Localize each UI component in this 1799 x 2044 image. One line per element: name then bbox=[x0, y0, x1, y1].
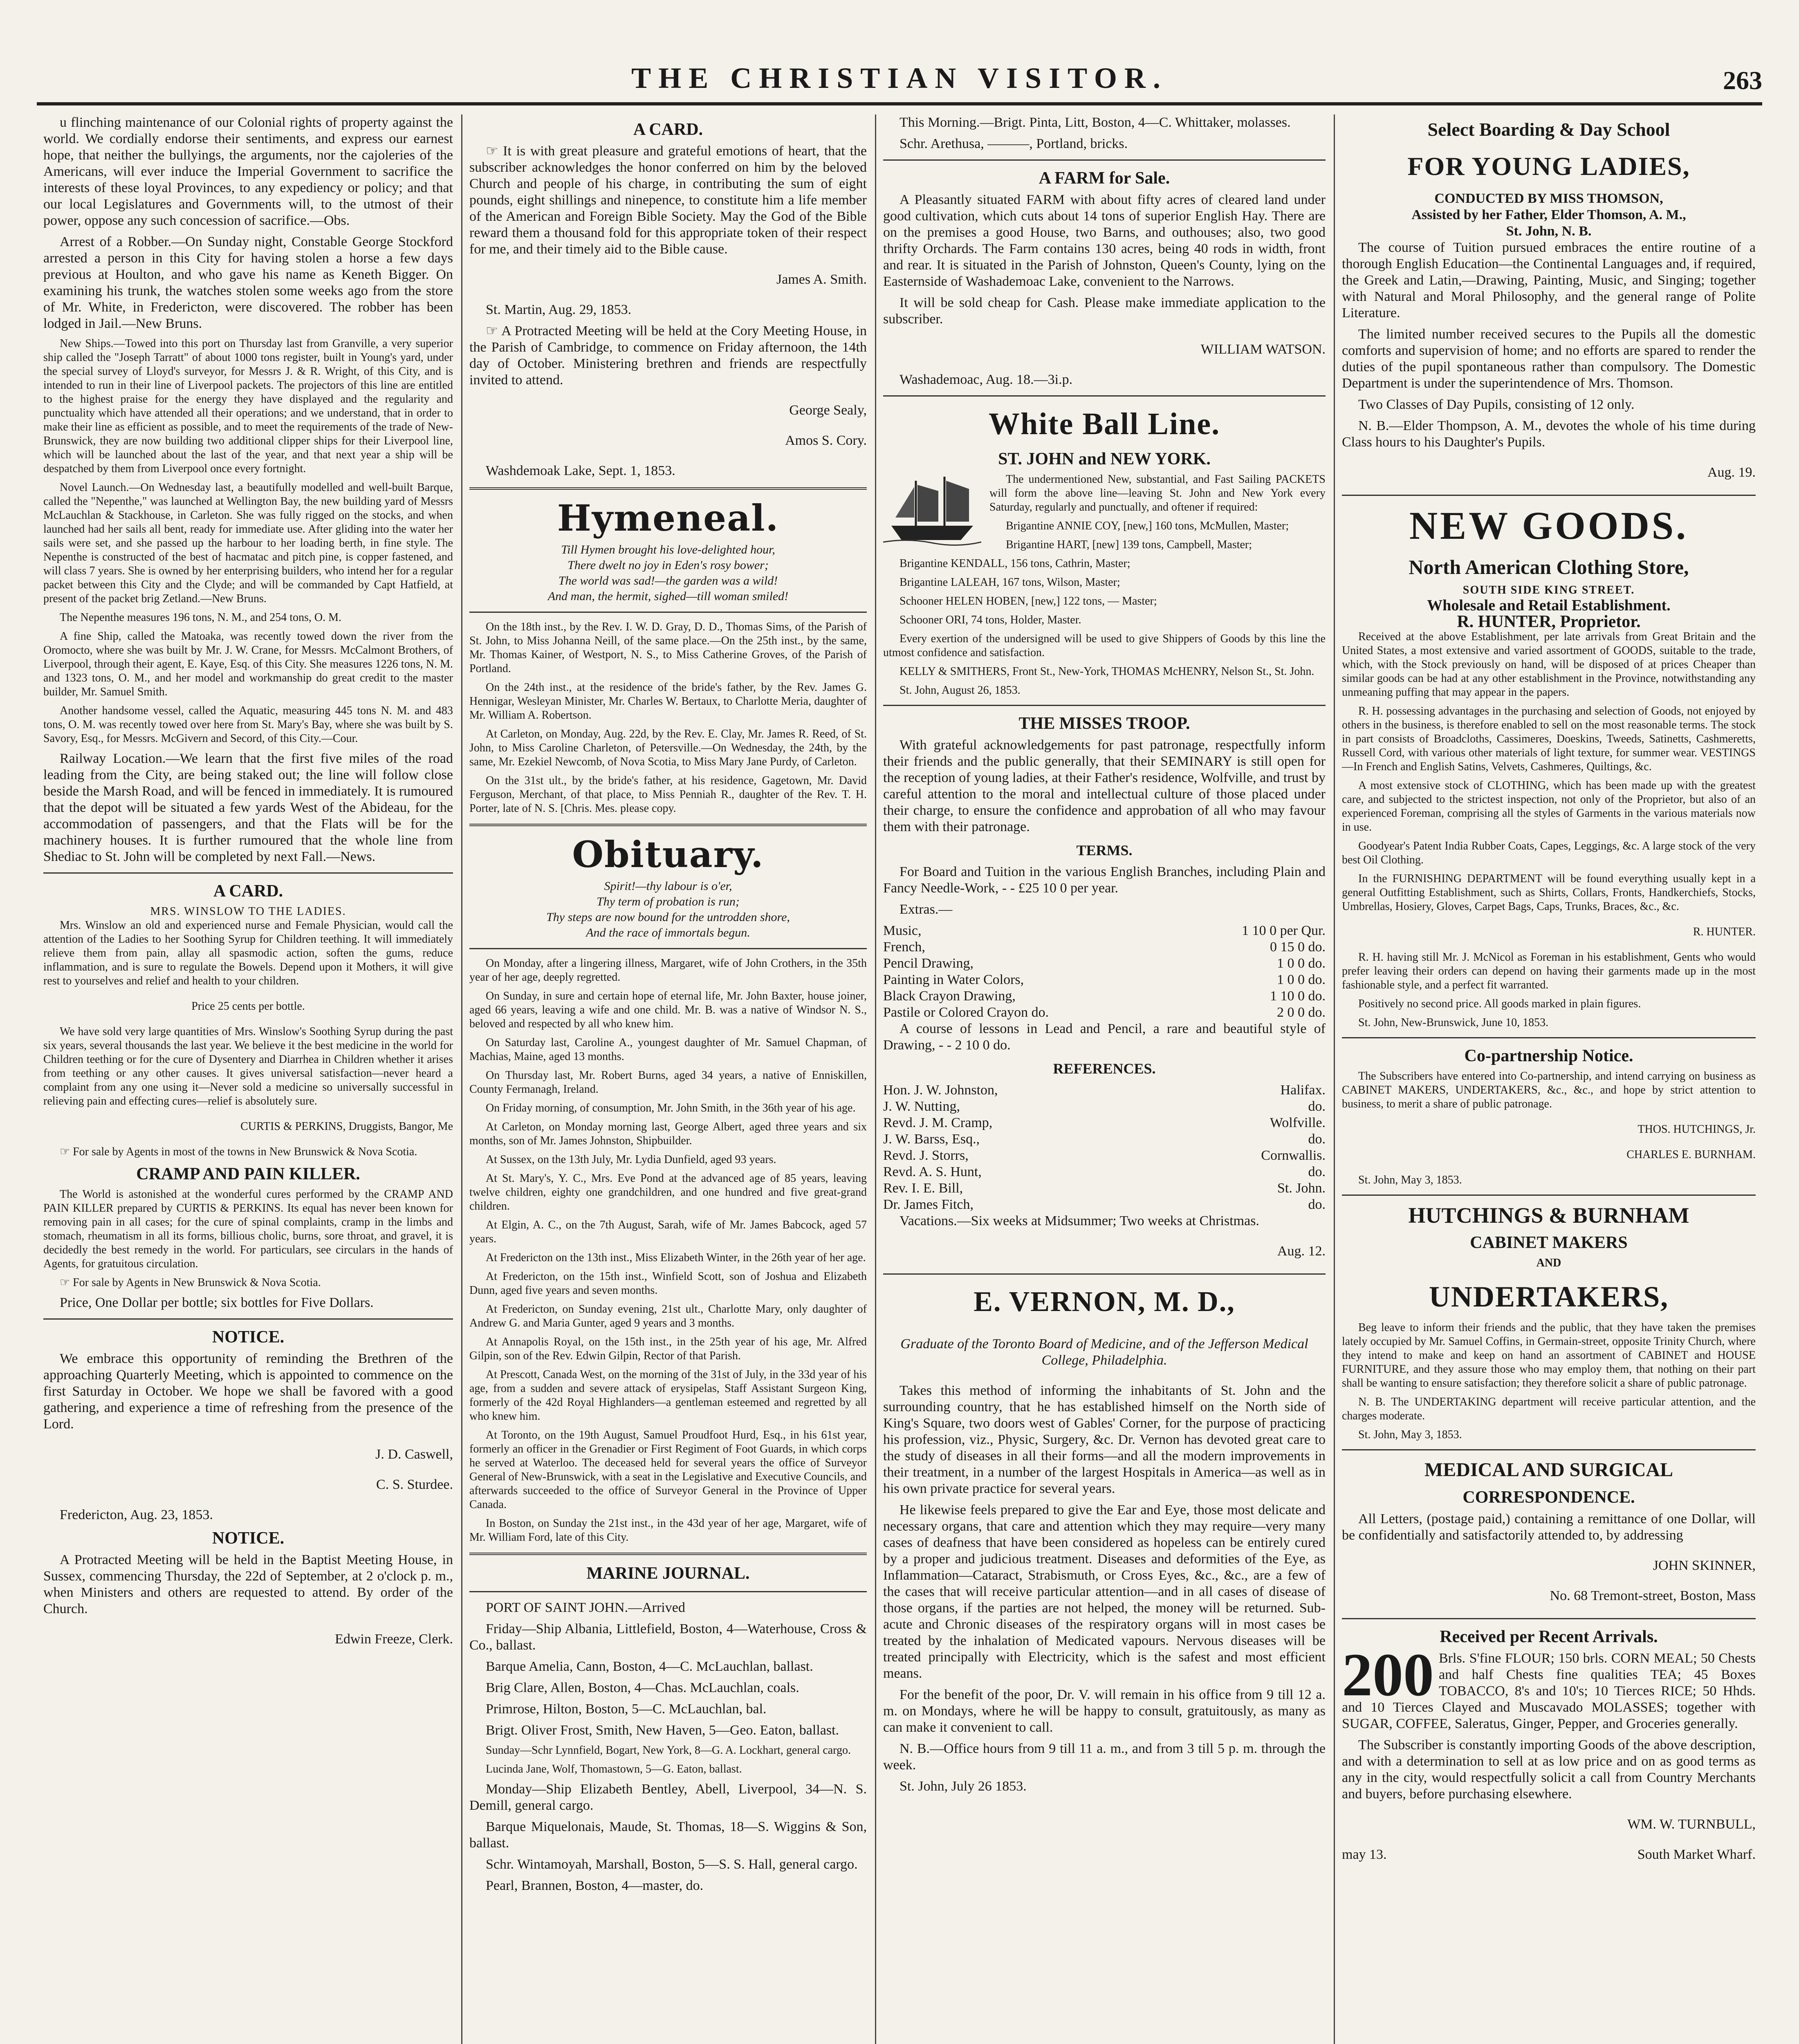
heading-and: AND bbox=[1536, 1257, 1561, 1269]
column-rule bbox=[461, 114, 462, 2044]
ad-arrivals-date: may 13. bbox=[1342, 1847, 1387, 1862]
ad-farm-date: Washademoac, Aug. 18.—3i.p. bbox=[900, 372, 1073, 387]
death-notice: On Friday morning, of consumption, Mr. John Smith, in the 36th year of his age. bbox=[486, 1102, 856, 1114]
arrival: Barque Amelia, Cann, Boston, 4—C. McLauchlan, ballast. bbox=[486, 1659, 813, 1674]
marriage-notice: On the 31st ult., by the bride's father, at his residence, Gagetown, Mr. David Ferguson, Merchant, of that place, to Miss Penniah R., daughter of the Rev. T. H. Porter, late of N. S. [Chris. Mes. please copy. bbox=[469, 774, 867, 815]
reference-row bbox=[883, 1180, 1326, 1197]
article-aquatic: Another handsome vessel, called the Aquatic, measuring 445 tons N. M. and 483 tons, O. M. was recently towed over here from St. Mary's Bay, where she was built by S. Savory, Esq., for Messrs. McGivern and Secord, of this City.—Cour. bbox=[43, 704, 453, 745]
extra-item: Black Crayon Drawing, bbox=[883, 988, 1016, 1004]
notice-1-signature-1: J. D. Caswell, bbox=[375, 1447, 453, 1462]
heading-st-john-new-york: ST. JOHN and NEW YORK. bbox=[998, 450, 1211, 468]
marriage-notice: On the 18th inst., by the Rev. I. W. D. Gray, D. D., Thomas Sims, of the Parish of St. John, to Miss Johanna Neill, of the same place.—On the 25th inst., by the same, Mr. Thomas Kainer, of Westport, N. S., to Miss Catherine Groves, of the Parish of Portland. bbox=[469, 621, 867, 675]
heading-misses-troop: THE MISSES TROOP. bbox=[1018, 714, 1190, 733]
divider bbox=[469, 612, 867, 613]
ad-clothing-7: Positively no second price. All goods marked in plain figures. bbox=[1358, 997, 1641, 1010]
arrival: Friday—Ship Albania, Littlefield, Boston, 4—Waterhouse, Cross & Co., ballast. bbox=[469, 1621, 867, 1653]
ad-white-ball: The undermentioned New, substantial, and Fast Sailing PACKETS will form the above line—leaving St. John and New York every Saturday, regularly and punctually, and oftener if required: bbox=[989, 473, 1326, 513]
divider bbox=[883, 395, 1326, 397]
packet-ship: Schooner HELEN HOBEN, [new,] 122 tons, — Master; bbox=[900, 595, 1157, 607]
reference-row bbox=[883, 1082, 1326, 1098]
ad-clothing-6: R. H. having still Mr. J. McNicol as Foreman in his establishment, Gents who would prefer leaving their orders can depend on having their garments made up in the most fashionable style, and a perfect fit warranted. bbox=[1342, 951, 1756, 991]
page-number: 263 bbox=[1723, 66, 1762, 95]
ad-arrivals-signature: WM. W. TURNBULL, bbox=[1627, 1817, 1756, 1832]
ad-farm-signature: WILLIAM WATSON. bbox=[1200, 342, 1326, 357]
article-novel-launch: Novel Launch.—On Wednesday last, a beautifully modelled and well-built Barque, called the "Nepenthe," was launched at Wellington Bay, the new building yard of Messrs McLauchlan & Stackhouse, in Carleton. She was fully rigged on the stocks, and when launched had her sails all bent, ready for immediate use. After gliding into the water her sails were set, and she passed up the harbour to her loading berth, in fine style. The Nepenthe is constructed of the best of hacmatac and pitch pine, is copper fastened, and will class 7 years. She is owned by her enterprising builders, who intend her for a regular packet between this City and the Clyde; and will be commanded by Capt Hatfield, at present of the packet brig Zetland.—New Bruns. bbox=[43, 481, 453, 605]
reference-name: Revd. J. Storrs, bbox=[883, 1148, 969, 1163]
divider bbox=[469, 1591, 867, 1592]
article-intro: u flinching maintenance of our Colonial rights of property against the world. We cordially endorse their sentiments, and express our earnest hope, that neither the bullyings, the arguments, nor the cajoleries of the Americans, will ever induce the Imperial Government to sacrifice the interests of these loyal Provinces, to any expediency or policy; and that our local Legislatures and Governments will, to the utmost of their power, oppose any such concession of sacrifice.—Obs. bbox=[43, 115, 453, 228]
packet-ship: Brigantine ANNIE COY, [new,] 160 tons, McMullen, Master; bbox=[1006, 520, 1289, 532]
ad-arrivals: Brls. S'fine FLOUR; 150 brls. CORN MEAL; 50 Chests and half Chests fine qualities TEA; 45 Boxes TOBACCO, 8's and 10's; 10 Tierces RICE; 50 Hhds. and 10 Tierces Clayed and Muscavado MOLASSES; together with SUGAR, COFFEE, Saleratus, Ginger, Pepper, and Groceries generally. bbox=[1342, 1651, 1756, 1731]
notice-2: A Protracted Meeting will be held in the Baptist Meeting House, in Sussex, commencing Thursday, the 22d of September, at 2 o'clock p. m., when Ministers and others are requested to attend. By order of the Church. bbox=[43, 1552, 453, 1616]
column-rule bbox=[875, 114, 876, 2044]
death-notice: At Sussex, on the 13th July, Mr. Lydia Dunfield, aged 93 years. bbox=[486, 1153, 776, 1166]
arrival: Barque Miquelonais, Maude, St. Thomas, 18—S. Wiggins & Son, ballast. bbox=[469, 1819, 867, 1851]
clothing-address: SOUTH SIDE KING STREET. bbox=[1463, 584, 1635, 596]
terms-intro: For Board and Tuition in the various English Branches, including Plain and Fancy Needle-Work, - - £25 10 0 per year. bbox=[883, 864, 1326, 896]
ad-arrivals-footer bbox=[1342, 1847, 1756, 1863]
ad-farm-2: It will be sold cheap for Cash. Please make immediate application to the subscriber. bbox=[883, 295, 1326, 327]
ad-curtis-signature: CURTIS & PERKINS, Druggists, Bangor, Me bbox=[240, 1120, 453, 1133]
copartnership-signature-2: CHARLES E. BURNHAM. bbox=[1626, 1148, 1756, 1161]
heading-winslow: MRS. WINSLOW TO THE LADIES. bbox=[150, 905, 346, 918]
ad-clothing-date: St. John, New-Brunswick, June 10, 1853. bbox=[1358, 1016, 1549, 1029]
arrival: Brig Clare, Allen, Boston, 4—Chas. McLauchlan, coals. bbox=[486, 1680, 799, 1695]
obituary-verse bbox=[469, 879, 867, 941]
extra-item: Pencil Drawing, bbox=[883, 956, 974, 971]
extras-label: Extras.— bbox=[900, 902, 953, 917]
divider bbox=[1342, 1037, 1756, 1038]
ad-clothing: Received at the above Establishment, per late arrivals from Great Britain and the United States, a most extensive and varied assortment of GOODS, suitable to the trade, which, with the Stock previously on hand, will be disposed of at prices Cheaper than similar goods can be had at any other establishment in the Province, notwithstanding any unmeaning puffing that may appear in the papers. bbox=[1342, 630, 1756, 699]
verse-line: And the race of immortals begun. bbox=[586, 926, 750, 939]
death-notice: At Fredericton, on the 15th inst., Winfield Scott, son of Joshua and Elizabeth Dunn, aged five years and seven months. bbox=[469, 1270, 867, 1297]
card-date: St. Martin, Aug. 29, 1853. bbox=[486, 302, 632, 317]
reference-name: Dr. James Fitch, bbox=[883, 1197, 974, 1212]
notice-2-signature: Edwin Freeze, Clerk. bbox=[335, 1632, 453, 1647]
arrival: Sunday—Schr Lynnfield, Bogart, New York, 8—G. A. Lockhart, general cargo. bbox=[486, 1744, 851, 1757]
reference-row bbox=[883, 1197, 1326, 1213]
heading-card: A CARD. bbox=[213, 882, 283, 901]
notice-1: We embrace this opportunity of reminding the Brethren of the approaching Quarterly Meeting, which is appointed to commence on the first Saturday in October. We hope we shall be favored with a good gathering, and experience a time of refreshing from the presence of the Lord. bbox=[43, 1351, 453, 1432]
packet-ship: Schooner ORI, 74 tons, Holder, Master. bbox=[900, 614, 1081, 626]
heading-notice-1: NOTICE. bbox=[212, 1328, 285, 1347]
death-notice: On Sunday, in sure and certain hope of eternal life, Mr. John Baxter, house joiner, aged 66 years, leaving a wife and one child. Mr. B. was a native of Windsor N. S., beloved and respected by all who knew him. bbox=[469, 990, 867, 1030]
heading-undertakers: UNDERTAKERS, bbox=[1429, 1280, 1669, 1313]
ad-clothing-5: In the FURNISHING DEPARTMENT will be found everything usually kept in a general Outfitting Establishment, such as Shirts, Collars, Fronts, Handkerchiefs, Stocks, Umbrellas, Hosiery, Gloves, Carpet Bags, Caps, Trunks, Braces, &c., &c. bbox=[1342, 872, 1756, 913]
article-nepenthe: The Nepenthe measures 196 tons, N. M., and 254 tons, O. M. bbox=[60, 611, 342, 624]
death-notice: On Monday, after a lingering illness, Margaret, wife of John Crothers, in the 35th year of her age, deeply regretted. bbox=[469, 957, 867, 984]
ad-medical-signature: JOHN SKINNER, bbox=[1653, 1558, 1756, 1573]
extra-price: 1 10 0 do. bbox=[1270, 988, 1326, 1004]
column-3 bbox=[877, 114, 1331, 2044]
verse-line: The world was sad!—the garden was a wild! bbox=[558, 574, 778, 587]
masthead bbox=[0, 0, 1799, 94]
extra-item: Music, bbox=[883, 923, 922, 938]
arrival: Brigt. Oliver Frost, Smith, New Haven, 5—Geo. Eaton, ballast. bbox=[486, 1723, 839, 1738]
verse-line: Spirit!—thy labour is o'er, bbox=[604, 879, 732, 893]
copartnership-date: St. John, May 3, 1853. bbox=[1358, 1174, 1462, 1186]
ad-vernon-2: He likewise feels prepared to give the Ear and Eye, those most delicate and necessary organs, that care and attention which they may require—very many cases of deafness that have been considered as hopeless can be entirely cured by a proper and judicious treatment. Diseases and deformities of the Eye, as Inflammation—Cataract, Strabismuth, or Cross Eyes, &c., &c., are a few of the cases that will receive particular attention—and in all cases of disease of those organs, if the parties are not helped, the money will be returned. Sub-acute and Chronic diseases of the respiratory organs will in most cases be treated by the inhalation of Medicated vapours. Nervous diseases will be treated principally with Electricity, which is the safest and most efficient means. bbox=[883, 1502, 1326, 1681]
heading-marine-journal: MARINE JOURNAL. bbox=[586, 1564, 750, 1583]
hymeneal-verse bbox=[469, 542, 867, 604]
ad-arrivals-address: South Market Wharf. bbox=[1637, 1847, 1756, 1862]
divider bbox=[469, 1553, 867, 1555]
ad-farm: A Pleasantly situated FARM with about fifty acres of cleared land under good cultivation, which cuts about 14 tons of superior English Hay. There are on the premises a good House, two Barns, and outhouses; also, two good thrifty Orchards. The Farm contains 130 acres, being 40 rods in width, front and rear. It is situated in the Parish of Johnston, Queen's County, lying on the Easternside of Washademoac Lake, convenient to the Narrows. bbox=[883, 192, 1326, 289]
death-notice: At Carleton, on Monday morning last, George Albert, aged three years and six months, son of Mr. James Johnston, Shipbuilder. bbox=[469, 1121, 867, 1147]
divider bbox=[43, 872, 453, 874]
protracted-signature-1: George Sealy, bbox=[789, 403, 867, 418]
column-1 bbox=[38, 114, 459, 2044]
ad-misses-troop: With grateful acknowledgements for past patronage, respectfully inform their friends and the public generally, that their SEMINARY is still open for the reception of young ladies, at their Father's residence, Wolfville, and trust by careful attention to the moral and intellectual culture of those placed under their charge, to ensure the confidence and approbation of all who may favour them with their patronage. bbox=[883, 737, 1326, 834]
verse-line: Thy term of probation is run; bbox=[597, 895, 740, 908]
column-2 bbox=[464, 114, 873, 2044]
ad-agents-1: ☞ For sale by Agents in most of the towns in New Brunswick & Nova Scotia. bbox=[60, 1145, 417, 1158]
reference-place: do. bbox=[1308, 1099, 1326, 1114]
packet-ship: Brigantine LALEAH, 167 tons, Wilson, Master; bbox=[900, 576, 1120, 589]
reference-place: Halifax. bbox=[1280, 1083, 1326, 1098]
ad-vernon-3: For the benefit of the poor, Dr. V. will remain in his office from 9 till 12 a. m. on Mondays, where he will be happy to consult, gratuitously, as many as can make it convenient to call. bbox=[883, 1687, 1326, 1735]
reference-row bbox=[883, 1131, 1326, 1148]
arrival: This Morning.—Brigt. Pinta, Litt, Boston, 4—C. Whittaker, molasses. bbox=[900, 115, 1291, 130]
extra-price: 2 0 0 do. bbox=[1277, 1005, 1326, 1020]
heading-notice-2: NOTICE. bbox=[212, 1529, 285, 1548]
clothing-wholesale: Wholesale and Retail Establishment. bbox=[1427, 597, 1671, 614]
verse-line: Thy steps are now bound for the untrodden shore, bbox=[546, 910, 790, 924]
heading-new-goods: NEW GOODS. bbox=[1409, 504, 1689, 547]
ad-school-2: The limited number received secures to the Pupils all the domestic comforts and supervision of home; and no efforts are spared to render the duties of the pupil spontaneous rather than compulsory. The Domestic Department is under the superintendence of Mrs. Thomson. bbox=[1342, 327, 1756, 391]
big-number: 200 bbox=[1342, 1641, 1434, 1709]
vacations-date: Aug. 12. bbox=[1277, 1244, 1326, 1259]
death-notice: On Thursday last, Mr. Robert Burns, aged 34 years, a native of Enniskillen, County Fermanagh, Ireland. bbox=[469, 1069, 867, 1096]
heading-terms: TERMS. bbox=[1076, 842, 1133, 858]
reference-name: J. W. Nutting, bbox=[883, 1099, 960, 1114]
divider bbox=[43, 1318, 453, 1320]
heading-select-school: Select Boarding & Day School bbox=[1427, 119, 1670, 140]
ad-vernon-date: St. John, July 26 1853. bbox=[900, 1779, 1027, 1794]
ad-winslow-price: Price 25 cents per bottle. bbox=[191, 1000, 305, 1013]
arrival: Schr. Wintamoyah, Marshall, Boston, 5—S. S. Hall, general cargo. bbox=[486, 1857, 858, 1872]
death-notice: At Fredericton, on Sunday evening, 21st ult., Charlotte Mary, only daughter of Andrew G. and Maria Gunter, aged 9 years and 3 months. bbox=[469, 1303, 867, 1329]
ad-clothing-signature: R. HUNTER. bbox=[1693, 926, 1756, 938]
heading-references: REFERENCES. bbox=[1053, 1060, 1156, 1077]
column-rule bbox=[1334, 114, 1335, 2044]
notice-1-signature-2: C. S. Sturdee. bbox=[376, 1477, 453, 1492]
ad-medical: All Letters, (postage paid,) containing a remittance of one Dollar, will be confidentially and satisfactorily attended to, by addressing bbox=[1342, 1511, 1756, 1543]
ad-white-ball-2: Every exertion of the undersigned will be used to give Shippers of Goods by this line the utmost confidence and satisfaction. bbox=[883, 632, 1326, 659]
heading-obituary: Obituary. bbox=[572, 833, 764, 876]
divider bbox=[1342, 1449, 1756, 1450]
divider bbox=[1342, 495, 1756, 496]
ad-arrivals-2: The Subscriber is constantly importing Goods of the above description, and with a determination to sell at as low price and on as good terms as any in the city, would respectfully solicit a call from Country Merchants and buyers, before purchasing elsewhere. bbox=[1342, 1737, 1756, 1802]
death-notice: At Fredericton on the 13th inst., Miss Elizabeth Winter, in the 26th year of her age. bbox=[486, 1251, 866, 1264]
divider bbox=[883, 1273, 1326, 1275]
reference-name: Revd. A. S. Hunt, bbox=[883, 1164, 982, 1179]
ad-medical-address: No. 68 Tremont-street, Boston, Mass bbox=[1550, 1588, 1756, 1603]
extras-row bbox=[883, 955, 1326, 972]
heading-farm-for-sale: A FARM for Sale. bbox=[1039, 169, 1170, 188]
copartnership-signature-1: THOS. HUTCHINGS, Jr. bbox=[1637, 1123, 1756, 1136]
divider bbox=[1342, 1195, 1756, 1196]
ad-winslow-2: We have sold very large quantities of Mrs. Winslow's Soothing Syrup during the past six years, several thousands the last year. We believe it the best medicine in the world for Children teething or for the cure of Dysentery and Diarrhea in Children whether it arises from teething or any other causes. It gives universal satisfaction—never heard a complaint from any one using it—Never sold a medicine so universally successful in relieving pain and effecting cures—relief is absolutely sure. bbox=[43, 1025, 453, 1107]
heading-white-ball-line: White Ball Line. bbox=[988, 407, 1220, 441]
reference-name: Revd. J. M. Cramp, bbox=[883, 1115, 993, 1130]
heading-copartnership: Co-partnership Notice. bbox=[1464, 1047, 1633, 1065]
ad-agents-2: ☞ For sale by Agents in New Brunswick & Nova Scotia. bbox=[60, 1276, 321, 1289]
reference-place: Wolfville. bbox=[1270, 1115, 1326, 1130]
ad-hutchings-date: St. John, May 3, 1853. bbox=[1358, 1428, 1462, 1441]
ad-school-3: Two Classes of Day Pupils, consisting of 12 only. bbox=[1358, 397, 1635, 412]
extra-price: 1 0 0 do. bbox=[1277, 972, 1326, 987]
ad-clothing-2: R. H. possessing advantages in the purchasing and selection of Goods, not enjoyed by others in the business, is therefore enabled to sell on the most reasonable terms. The stock in part consists of Broadcloths, Cassimeres, Doeskins, Tweeds, Satinetts, Cashmeretts, Russell Cord, with various other materials of light texture, for summer wear. VESTINGS—In French and English Satins, Velvets, Cashmeres, Quiltings, &c. bbox=[1342, 705, 1756, 773]
reference-row bbox=[883, 1098, 1326, 1115]
extras-row bbox=[883, 1004, 1326, 1021]
ad-vernon-4: N. B.—Office hours from 9 till 11 a. m., and from 3 till 5 p. m. through the week. bbox=[883, 1741, 1326, 1773]
divider bbox=[469, 487, 867, 490]
divider bbox=[883, 705, 1326, 706]
school-place: St. John, N. B. bbox=[1506, 224, 1592, 239]
arrival: Pearl, Brannen, Boston, 4—master, do. bbox=[486, 1878, 704, 1893]
reference-row bbox=[883, 1148, 1326, 1164]
death-notice: At Prescott, Canada West, on the morning of the 31st of July, in the 33d year of his age, from a sudden and severe attack of erysipelas, Staff Assistant Surgeon King, formerly of the 42d Royal Highlanders—a gentleman esteemed and regretted by all who knew him. bbox=[469, 1368, 867, 1423]
death-notice: At Elgin, A. C., on the 7th August, Sarah, wife of Mr. James Babcock, aged 57 years. bbox=[469, 1219, 867, 1245]
divider bbox=[469, 948, 867, 949]
reference-place: do. bbox=[1308, 1164, 1326, 1179]
reference-place: Cornwallis. bbox=[1261, 1148, 1326, 1163]
extra-price: 0 15 0 do. bbox=[1270, 939, 1326, 955]
heading-recent-arrivals: Received per Recent Arrivals. bbox=[1440, 1627, 1658, 1646]
heading-cramp-pain-killer: CRAMP AND PAIN KILLER. bbox=[136, 1165, 360, 1183]
extra-item: Pastile or Colored Crayon do. bbox=[883, 1005, 1049, 1020]
divider bbox=[1342, 1618, 1756, 1619]
reference-row bbox=[883, 1164, 1326, 1180]
packet-ship: Brigantine HART, [new] 139 tons, Campbell, Master; bbox=[1006, 538, 1252, 551]
school-conducted: CONDUCTED BY MISS THOMSON, bbox=[1434, 191, 1663, 206]
heading-vernon: E. VERNON, M. D., bbox=[974, 1286, 1235, 1318]
reference-name: Rev. I. E. Bill, bbox=[883, 1181, 963, 1196]
ad-school-4: N. B.—Elder Thompson, A. M., devotes the whole of his time during Class hours to his Daughter's Pupils. bbox=[1342, 418, 1756, 450]
reference-name: J. W. Barss, Esq., bbox=[883, 1132, 980, 1147]
arrival: Primrose, Hilton, Boston, 5—C. McLauchlan, bal. bbox=[486, 1701, 767, 1717]
vacations: Vacations.—Six weeks at Midsummer; Two weeks at Christmas. bbox=[900, 1213, 1259, 1228]
card-signature: James A. Smith. bbox=[776, 272, 867, 287]
extras-row bbox=[883, 972, 1326, 988]
reference-name: Hon. J. W. Johnston, bbox=[883, 1083, 998, 1098]
extra-item: Painting in Water Colors, bbox=[883, 972, 1024, 987]
port-heading: PORT OF SAINT JOHN.—Arrived bbox=[486, 1600, 685, 1615]
heading-cabinet-makers: CABINET MAKERS bbox=[1470, 1233, 1628, 1252]
arrival: Monday—Ship Elizabeth Bentley, Abell, Liverpool, 34—N. S. Demill, general cargo. bbox=[469, 1782, 867, 1813]
reference-place: St. John. bbox=[1277, 1181, 1326, 1196]
heading-correspondence: CORRESPONDENCE. bbox=[1463, 1488, 1635, 1507]
extras-row bbox=[883, 923, 1326, 939]
reference-place: do. bbox=[1308, 1197, 1326, 1212]
heading-medical-surgical: MEDICAL AND SURGICAL bbox=[1424, 1459, 1673, 1481]
school-assisted: Assisted by her Father, Elder Thomson, A. M., bbox=[1411, 207, 1686, 222]
ad-winslow: Mrs. Winslow an old and experienced nurse and Female Physician, would call the attention of the Ladies to her Soothing Syrup for Children teething. It will immediately relieve them from pain, allay all spasmodic action, soften the gums, reduce inflammation, and is sure to regulate the Bowels. Depend upon it Mothers, it will give rest to yourselves and relief and health to your children. bbox=[43, 919, 453, 987]
marriage-notice: On the 24th inst., at the residence of the bride's father, by the Rev. James G. Hennigar, Wesleyan Minister, Mr. Charles W. Bertaux, to Charlotte Meria, daughter of Mr. William A. Robertson. bbox=[469, 681, 867, 722]
verse-line: Till Hymen brought his love-delighted hour, bbox=[561, 543, 775, 556]
ad-hutchings: Beg leave to inform their friends and the public, that they have taken the premises lately occupied by Mr. Samuel Coffins, in Germain-street, opposite Trinity Church, where they intend to make and keep on hand an assortment of CABINET and HOUSE FURNITURE, and they assure those who may employ them, that nothing on their part shall be wanting to ensure satisfaction; they therefore solicit a share of public patronage. bbox=[1342, 1321, 1756, 1390]
notice-1-date: Fredericton, Aug. 23, 1853. bbox=[60, 1507, 213, 1522]
ad-clothing-4: Goodyear's Patent India Rubber Coats, Capes, Leggings, &c. A large stock of the very best Oil Clothing. bbox=[1342, 840, 1756, 866]
ad-vernon: Takes this method of informing the inhabitants of St. John and the surrounding country, that he has established himself on the North side of King's Square, two doors west of Gables' Corner, for the purpose of practicing his profession, viz., Physic, Surgery, &c. Dr. Vernon has devoted great care to the study of diseases in all their forms—and all the modern improvements in their treatment, in a number of the largest Hospitals in America—as well as in his own private practice for several years. bbox=[883, 1383, 1326, 1496]
ad-white-ball-date: St. John, August 26, 1853. bbox=[900, 684, 1021, 697]
reference-row bbox=[883, 1115, 1326, 1131]
heading-young-ladies: FOR YOUNG LADIES, bbox=[1407, 152, 1690, 181]
extras-row bbox=[883, 939, 1326, 955]
ad-school-date: Aug. 19. bbox=[1707, 465, 1756, 480]
card-bible-society: ☞ It is with great pleasure and grateful emotions of heart, that the subscriber acknowledges the honor conferred on him by the beloved Church and people of his charge, in contributing the sum of eight pounds, eight shillings and ninepence, to constitute him a life member of the American and Foreign Bible Society. May the God of the Bible reward them a thousand fold for this appropriate token of their respect for me, and their timely aid to the Bible cause. bbox=[469, 143, 867, 257]
ad-cramp-price: Price, One Dollar per bottle; six bottles for Five Dollars. bbox=[60, 1295, 374, 1310]
verse-line: There dwelt no joy in Eden's rosy bower; bbox=[568, 558, 769, 572]
death-notice: On Saturday last, Caroline A., youngest daughter of Mr. Samuel Chapman, of Machias, Maine, aged 13 months. bbox=[469, 1036, 867, 1063]
extras-row bbox=[883, 988, 1326, 1004]
ad-hutchings-2: N. B. The UNDERTAKING department will receive particular attention, and the charges moderate. bbox=[1342, 1396, 1756, 1422]
divider bbox=[469, 824, 867, 826]
ad-cramp: The World is astonished at the wonderful cures performed by the CRAMP AND PAIN KILLER prepared by CURTIS & PERKINS. Its equal has never been known for removing pain in all cases; for the cure of spinal complaints, cramp in the limbs and stomach, rheumatism in all its forms, billious cholic, burns, sore throat, and gravel, it is decidedly the best remedy in the world. For particulars, see circulars in the hands of Agents, for gratuitous circulation. bbox=[43, 1188, 453, 1270]
death-notice: At Annapolis Royal, on the 15th inst., in the 25th year of his age, Mr. Alfred Gilpin, son of the Rev. Edwin Gilpin, Rector of that Parish. bbox=[469, 1336, 867, 1362]
ad-copartnership: The Subscribers have entered into Co-partnership, and intend carrying on business as CABINET MAKERS, UNDERTAKERS, &c., &c., and hope by strict attention to business, to merit a share of public patronage. bbox=[1342, 1070, 1756, 1110]
ad-clothing-3: A most extensive stock of CLOTHING, which has been made up with the greatest care, and subjected to the strictest inspection, not only of the Proprietor, but also of an experienced Foreman, comprising all the styles of Garments in the various materials now in use. bbox=[1342, 779, 1756, 834]
extra-price: 1 10 0 per Qur. bbox=[1242, 923, 1326, 938]
heading-hutchings-burnham: HUTCHINGS & BURNHAM bbox=[1408, 1203, 1689, 1228]
sailing-ship-icon bbox=[883, 473, 981, 546]
heading-north-american-clothing: North American Clothing Store, bbox=[1409, 556, 1689, 578]
verse-line: And man, the hermit, sighed—till woman smiled! bbox=[547, 589, 789, 603]
protracted-date: Washdemoak Lake, Sept. 1, 1853. bbox=[486, 463, 675, 478]
extra-price: 1 0 0 do. bbox=[1277, 956, 1326, 971]
article-new-ships: New Ships.—Towed into this port on Thursday last from Granville, a very superior ship called the "Joseph Tarratt" of about 1000 tons register, built in Young's yard, under the special survey of Lloyd's surveyor, for Messrs J. & R. Wright, of this City, and is intended to run in their line of Liverpool packets. The projectors of this line are entitled to the highest praise for the energy they have displayed and the regularity and punctuality which have attended all their operations; and we understand, that in order to make their line as efficient as possible, and to meet the requirements of the trade of New-Brunswick, they are now building two additional clipper ships for their Liverpool line, which will be launched about the last of the year, and that next year a ship will be despatched by them from Liverpool once every fortnight. bbox=[43, 337, 453, 475]
arrival: Schr. Arethusa, ———, Portland, bricks. bbox=[900, 136, 1128, 151]
protracted-meeting: ☞ A Protracted Meeting will be held at the Cory Meeting House, in the Parish of Cambridge, to commence on Friday afternoon, the 14th day of October. Ministering brethren and friends are respectfully invited to attend. bbox=[469, 323, 867, 388]
divider bbox=[883, 159, 1326, 161]
protracted-signature-2: Amos S. Cory. bbox=[785, 433, 867, 448]
arrival: Lucinda Jane, Wolf, Thomastown, 5—G. Eaton, ballast. bbox=[486, 1763, 742, 1775]
packet-ship: Brigantine KENDALL, 156 tons, Cathrin, Master; bbox=[900, 557, 1131, 570]
heading-hymeneal: Hymeneal. bbox=[557, 497, 779, 539]
vernon-subtitle: Graduate of the Toronto Board of Medicine, and of the Jefferson Medical College, Philadelphia. bbox=[900, 1336, 1308, 1368]
extra-item: French, bbox=[883, 939, 925, 955]
death-notice: At Toronto, on the 19th August, Samuel Proudfoot Hurd, Esq., in his 61st year, formerly an officer in the Grenadier or First Regiment of Foot Guards, in which corps he served at Waterloo. The deceased held for several years the office of Surveyor General of New-Brunswick, with a seat in the Legislative and Executive Councils, and afterwards succeeded to the office of Surveyor General in the Province of Upper Canada. bbox=[469, 1429, 867, 1511]
heading-card: A CARD. bbox=[633, 120, 703, 139]
reference-place: do. bbox=[1308, 1132, 1326, 1147]
article-railway: Railway Location.—We learn that the first five miles of the road leading from the City, are being staked out; the line will follow close beside the Marsh Road, and will be fenced in immediately. It is rumoured that the depot will be situated a few yards West of the Abideau, for the accommodation of passengers, and that the Flats will be for the machinery houses. It is further rumoured that the whole line from Shediac to St. John will be completed by next Fall.—News. bbox=[43, 751, 453, 864]
death-notice: In Boston, on Sunday the 21st inst., in the 43d year of her age, Margaret, wife of Mr. William Ford, late of this City. bbox=[469, 1517, 867, 1544]
ad-school: The course of Tuition pursued embraces the entire routine of a thorough English Education—the Continental Languages and, if required, the Greek and Latin,—Drawing, Painting, Music, and Singing; together with Natural and Moral Philosophy, and the general range of Polite Literature. bbox=[1342, 240, 1756, 320]
newspaper-title: THE CHRISTIAN VISITOR. bbox=[631, 62, 1168, 94]
clothing-proprietor: R. HUNTER, Proprietor. bbox=[1457, 612, 1641, 631]
column-4 bbox=[1336, 114, 1761, 2044]
course-lessons: A course of lessons in Lead and Pencil, a rare and beautiful style of Drawing, - - 2 10 0 do. bbox=[883, 1021, 1326, 1053]
article-matoaka: A fine Ship, called the Matoaka, was recently towed down the river from the Oromocto, where she was built by Mr. J. W. Crane, for Messrs. McCalmont Brothers, of Liverpool, through their agent, E. Kaye, Esq. of this City. She measures 1226 tons, N. M. and 1323 tons, O. M., and her model and workmanship do great credit to the master builder, Mr. Samuel Smith. bbox=[43, 630, 453, 698]
ad-white-ball-signature: KELLY & SMITHERS, Front St., New-York, THOMAS McHENRY, Nelson St., St. John. bbox=[900, 665, 1314, 678]
article-robber: Arrest of a Robber.—On Sunday night, Constable George Stockford arrested a person in this City for having stolen a horse a few days previous at Houlton, and who gave his name as Keneth Bigger. On examining his trunk, the watches stolen some weeks ago from the store of Mr. White, in Fredericton, were discovered. The robber has been lodged in Jail.—New Bruns. bbox=[43, 234, 453, 331]
death-notice: At St. Mary's, Y. C., Mrs. Eve Pond at the advanced age of 85 years, leaving twelve children, eighty one grandchildren, and one hundred and five great-grand children. bbox=[469, 1172, 867, 1213]
masthead-rule bbox=[37, 102, 1762, 105]
marriage-notice: At Carleton, on Monday, Aug. 22d, by the Rev. E. Clay, Mr. James R. Reed, of St. John, to Miss Caroline Charleton, of Petersville.—On Wednesday, the 24th, by the same, Mr. Ezekiel Newcomb, of Nova Scotia, to Miss Mary Jane Purdy, of Carleton. bbox=[469, 728, 867, 768]
